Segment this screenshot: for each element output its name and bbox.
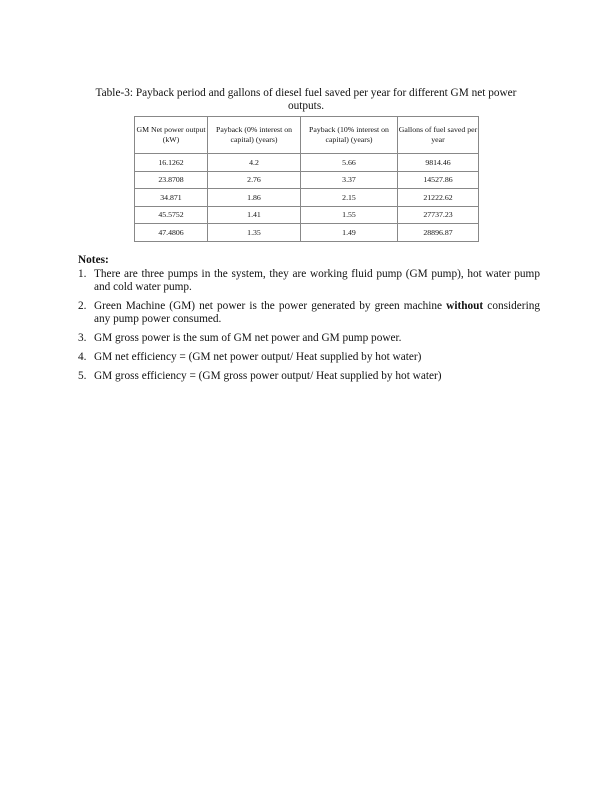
cell: 45.5752 [135,206,208,224]
cell: 3.37 [301,171,398,189]
note-number: 4. [78,351,87,363]
cell: 47.4806 [135,224,208,242]
header-cell: Gallons of fuel saved per year [398,117,479,154]
note-number: 2. [78,300,87,312]
cell: 1.86 [208,189,301,207]
note-text: There are three pumps in the system, they are working fluid pump (GM pump), hot water pump and cold water pump. [94,268,540,293]
note-text-part: Green Machine (GM) net power is the power generated by green machine [94,300,447,312]
cell: 28896.87 [398,224,479,242]
header-cell: Payback (0% interest on capital) (years) [208,117,301,154]
note-number: 3. [78,332,87,344]
cell: 9814.46 [398,154,479,172]
table-header-row [135,117,479,154]
note-text [94,300,540,326]
cell: 1.55 [301,206,398,224]
note-item [78,351,540,364]
note-item [78,370,540,383]
note-text: GM gross efficiency = (GM gross power output/ Heat supplied by hot water) [94,370,442,382]
cell: 4.2 [208,154,301,172]
cell: 16.1262 [135,154,208,172]
cell: 2.15 [301,189,398,207]
cell: 34.871 [135,189,208,207]
cell: 23.8708 [135,171,208,189]
payback-table [134,116,479,242]
note-item [78,268,540,294]
cell: 14527.86 [398,171,479,189]
cell: 2.76 [208,171,301,189]
note-item [78,300,540,326]
note-text-part: considering any pump power consumed. [94,300,541,325]
note-bold-word: without [446,300,484,312]
note-text: GM gross power is the sum of GM net power and GM pump power. [94,332,402,344]
table-row [135,206,479,224]
notes-title: Notes: [78,254,109,266]
note-number: 1. [78,268,87,280]
note-text: GM net efficiency = (GM net power output/ Heat supplied by hot water) [94,351,422,363]
table-row [135,154,479,172]
cell: 5.66 [301,154,398,172]
cell: 21222.62 [398,189,479,207]
cell: 1.35 [208,224,301,242]
note-number: 5. [78,370,87,382]
table-row [135,189,479,207]
table-row [135,171,479,189]
header-cell: GM Net power output (kW) [135,117,208,154]
cell: 1.49 [301,224,398,242]
note-item [78,332,540,345]
header-cell: Payback (10% interest on capital) (years) [301,117,398,154]
table-row [135,224,479,242]
table-caption: Table-3: Payback period and gallons of diesel fuel saved per year for different GM net power outputs. [95,87,517,112]
cell: 27737.23 [398,206,479,224]
cell: 1.41 [208,206,301,224]
notes-section [78,254,540,389]
